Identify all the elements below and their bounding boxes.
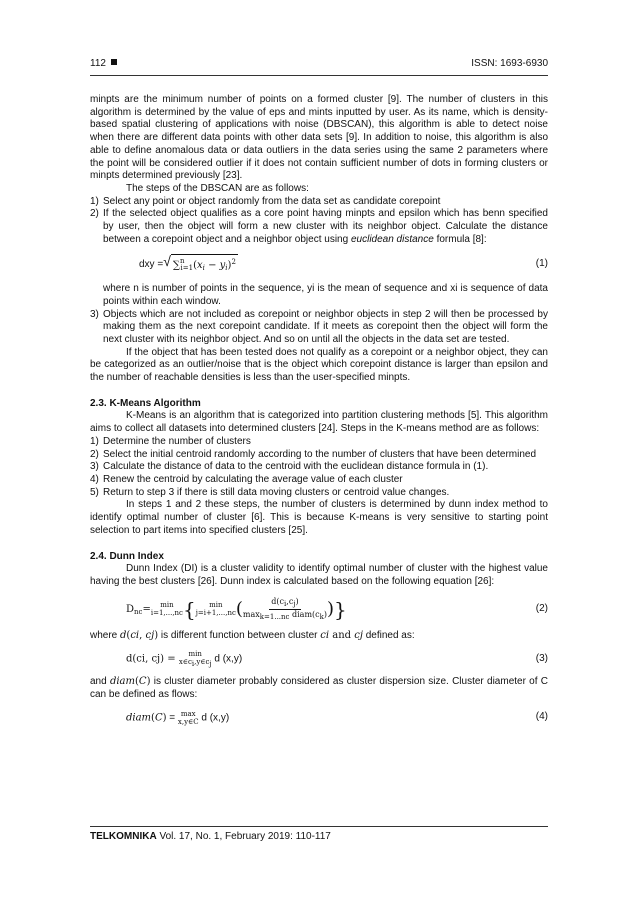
paragraph: and diam(C) is cluster diameter probably considered as cluster dispersion size. Cluster diameter of C can be defined as flows: [90, 676, 549, 701]
page-number: 112 [90, 58, 117, 69]
equation-4: diam(C) = max x,y∈C d (x,y) (4) [126, 709, 548, 726]
article-body [90, 94, 548, 726]
paragraph: The steps of the DBSCAN are as follows: [126, 182, 309, 194]
equation-2: $D_{nc}=$ min i=1,...,nc { min j=i+1,...,nc ( $\frac{d(ci,cj)}{\text{maxk=1...nc diam(ck)}}$ )} (2) [126, 596, 548, 622]
equation-3: d(ci, cj) = min x∈ci,y∈cj d (x,y) (3) [126, 650, 548, 669]
equation-number: (1) [535, 258, 548, 270]
equation-number: (4) [535, 711, 548, 723]
equation-number: (2) [535, 602, 548, 614]
list-item: 5) Return to step 3 if there is still data moving clusters or centroid value changes. [90, 486, 450, 498]
page-footer: TELKOMNIKA Vol. 17, No. 1, February 2019: 110-117 [90, 831, 331, 842]
list-item: 2) Select the initial centroid randomly according to the number of clusters that have been determined [90, 448, 537, 460]
footer-rule [90, 826, 548, 827]
paragraph: where n is number of points in the sequence, yi is the mean of sequence and xi is sequence of data points within each window. [103, 283, 548, 307]
paragraph: K-Means is an algorithm that is categorized into partition clustering methods [5]. This algorithm aims to collect all datasets into determined clusters [24]. Steps in the K-means method are as follows: [90, 410, 548, 435]
section-heading: 2.3. K-Means Algorithm [90, 397, 201, 409]
list-item: 3) Objects which are not included as corepoint or neighbor objects in step 2 will then be processed by making them as the next corepoint candidate. If it meets as corepoint then the object will form the next cluster with its neighbor object. And so on until all the objects in the data set are tested. [90, 308, 548, 345]
list-item: 4) Renew the centroid by calculating the average value of each cluster [90, 473, 403, 485]
page-header [90, 58, 548, 72]
list-item: 3) Calculate the distance of data to the centroid with the euclidean distance formula in (1). [90, 461, 489, 473]
paragraph: minpts are the minimum number of points on a formed cluster [9]. The number of clusters in this algorithm is determined by the value of eps and mints inputted by user. As its name, which is density-based spatial clustering of applications with noise (DBSCAN), this algorithm is able to detect noise when there are different data points with other data sets [9]. In addition to noise, this algorithm is also able to define anomalous data or data outliers in the data series using the same 2 parameters where the point will be considered outlier if it does not contain sufficient number of dots in forming clusters or minpts determined previously [23]. [90, 94, 548, 182]
square-bullet-icon [111, 59, 117, 65]
list-item: 1) Determine the number of clusters [90, 435, 251, 447]
paragraph: If the object that has been tested does not qualify as a corepoint or a neighbor object, they can be categorized as an outlier/noise that is the object which corepoint distance is larger than epsilon and the number of reachable densities is less than the user-specified minpts. [90, 346, 548, 384]
list-item: 2) If the selected object qualifies as a core point having minpts and epsilon which has benn specified by user, then the object will form a new cluster with its neighbor object. Calculate the distance between a corepoint object and a neighbor object using euclidean distance formula [8]: [90, 208, 548, 245]
equation-1: dxy = √ $\sum^n_{i=1}(x_i - y_i)^2$ (1) [90, 254, 548, 275]
header-rule [90, 75, 548, 76]
equation-number: (3) [535, 652, 548, 664]
paragraph: Dunn Index (DI) is a cluster validity to identify optimal number of cluster with the highest value having the best clusters [26]. Dunn index is calculated based on the following equation [26]: [90, 563, 548, 587]
issn: ISSN: 1693-6930 [471, 58, 548, 69]
section-heading: 2.4. Dunn Index [90, 550, 164, 562]
list-item: 1) Select any point or object randomly from the data set as candidate corepoint [90, 195, 441, 207]
paragraph: In steps 1 and 2 these steps, the number of clusters is determined by dunn index method to identify optimal number of cluster [6]. This is because K-means is very sensitive to starting point selection to part items into specified clusters [25]. [90, 499, 548, 536]
paragraph: where d(ci, cj) is different function between cluster ci and cj defined as: [90, 629, 415, 641]
